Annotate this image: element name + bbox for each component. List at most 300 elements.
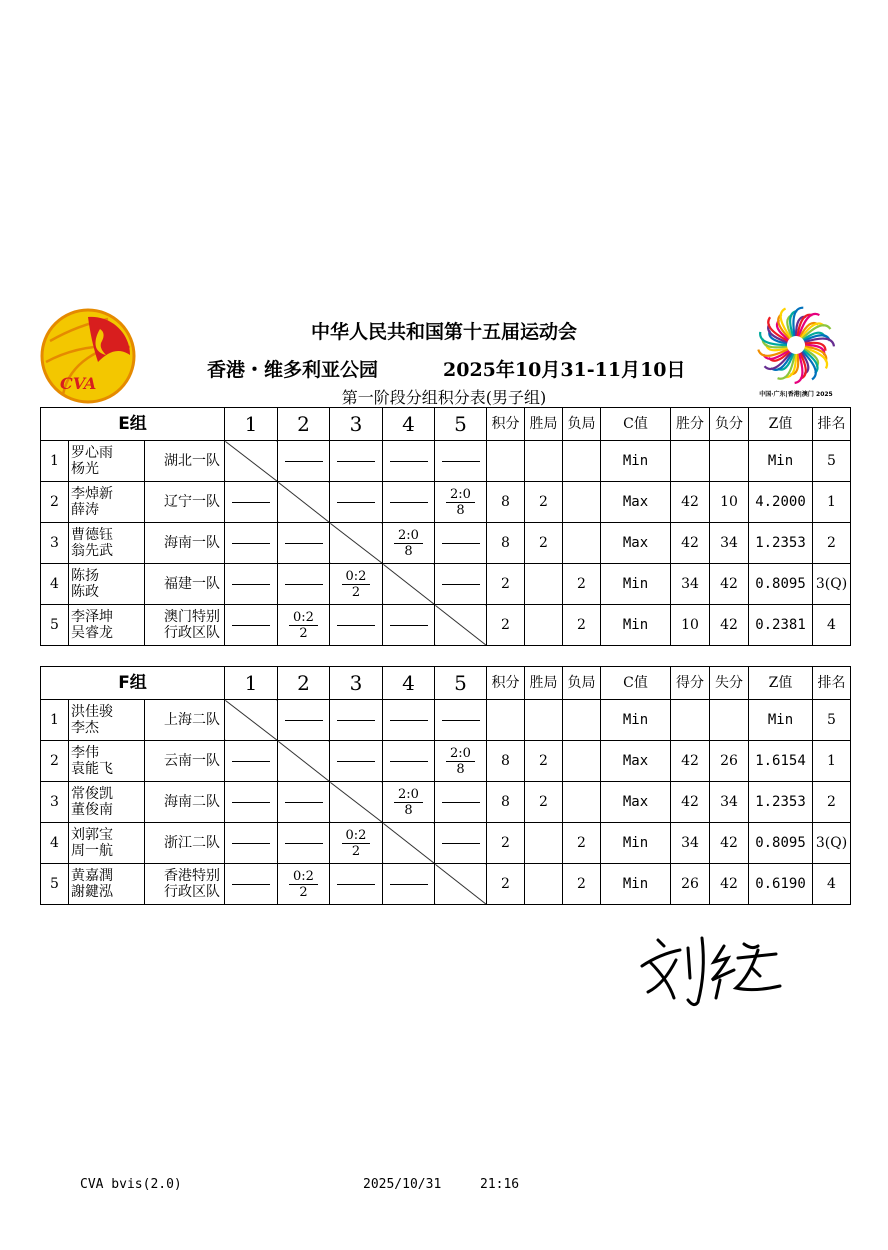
- rank-cell: 1: [813, 741, 851, 782]
- score-for-cell: [671, 441, 710, 482]
- unplayed-match-cell: [225, 741, 278, 782]
- z-value-cell: 1.2353: [749, 523, 813, 564]
- table-row: [41, 864, 851, 905]
- no-result-dash: [285, 720, 323, 721]
- team-name: [145, 823, 225, 864]
- won-column-header: 胜局: [525, 408, 563, 441]
- won-cell: [525, 564, 563, 605]
- table-row: [41, 523, 851, 564]
- points-cell: 2: [487, 864, 525, 905]
- unplayed-match-cell: [278, 700, 330, 741]
- z-value-cell: 1.2353: [749, 782, 813, 823]
- no-result-dash: [232, 625, 270, 626]
- lost-cell: [563, 700, 601, 741]
- score-against-cell: 34: [710, 523, 749, 564]
- match-result: [342, 828, 371, 859]
- unplayed-match-cell: [383, 605, 435, 646]
- team-name: [145, 482, 225, 523]
- score-against-cell: 42: [710, 564, 749, 605]
- match-result: [289, 869, 318, 900]
- team-name: [145, 782, 225, 823]
- team-name-line-1: 上海二队: [164, 712, 220, 728]
- match-points: 8: [404, 802, 413, 818]
- opponent-column-header: 1: [225, 408, 278, 441]
- points-cell: 2: [487, 823, 525, 864]
- unplayed-match-cell: [225, 564, 278, 605]
- c-value-column-header: C值: [601, 667, 671, 700]
- rank-cell: 1: [813, 482, 851, 523]
- opponent-column-header: 3: [330, 667, 383, 700]
- unplayed-match-cell: [225, 482, 278, 523]
- lost-cell: 2: [563, 823, 601, 864]
- match-result: [446, 746, 475, 777]
- unplayed-match-cell: [278, 441, 330, 482]
- unplayed-match-cell: [330, 864, 383, 905]
- team-name-line-1: 辽宁一队: [164, 494, 220, 510]
- match-result: [342, 569, 371, 600]
- row-number: 4: [41, 823, 69, 864]
- no-result-dash: [442, 802, 480, 803]
- no-result-dash: [337, 720, 375, 721]
- player-1: 曹德钰: [71, 527, 113, 543]
- unplayed-match-cell: [383, 441, 435, 482]
- score-for-cell: 34: [671, 823, 710, 864]
- team-name: [145, 605, 225, 646]
- score-for-cell: 42: [671, 741, 710, 782]
- match-result: [394, 528, 423, 559]
- rank-cell: 5: [813, 700, 851, 741]
- footer-time: 21:16: [480, 1177, 520, 1192]
- event-title: 中华人民共和国第十五届运动会: [310, 321, 577, 343]
- score-against-cell: 42: [710, 864, 749, 905]
- score-for-cell: [671, 700, 710, 741]
- lost-cell: [563, 782, 601, 823]
- team-name-line-1: 湖北一队: [164, 453, 220, 469]
- match-points: 2: [351, 584, 361, 600]
- no-result-dash: [337, 502, 375, 503]
- score-for-cell: 42: [671, 482, 710, 523]
- player-1: 李伟: [71, 745, 99, 761]
- score-against-column-header: 负分: [710, 408, 749, 441]
- team-name-line-2: 行政区队: [164, 884, 220, 900]
- match-score: 0:2: [289, 610, 318, 626]
- opponent-column-header: 3: [330, 408, 383, 441]
- no-result-dash: [337, 761, 375, 762]
- match-result-cell: [435, 741, 487, 782]
- team-name: [145, 523, 225, 564]
- no-result-dash: [232, 884, 270, 885]
- match-score: 0:2: [289, 869, 318, 885]
- c-value-column-header: C值: [601, 408, 671, 441]
- table-row: [41, 441, 851, 482]
- no-result-dash: [232, 843, 270, 844]
- lost-cell: [563, 523, 601, 564]
- rank-column-header: 排名: [813, 667, 851, 700]
- player-1: 刘郭宝: [71, 827, 113, 843]
- match-result: [394, 787, 423, 818]
- player-2: 薛涛: [71, 502, 99, 518]
- self-match-cell: [225, 441, 278, 482]
- unplayed-match-cell: [225, 523, 278, 564]
- player-names: [69, 823, 145, 864]
- lost-cell: 2: [563, 864, 601, 905]
- table-row: [41, 741, 851, 782]
- opponent-column-header: 5: [435, 408, 487, 441]
- match-points: 8: [456, 502, 465, 518]
- player-names: [69, 782, 145, 823]
- match-points: 2: [299, 625, 308, 641]
- table-row: [41, 823, 851, 864]
- player-names: [69, 482, 145, 523]
- table-row: [41, 605, 851, 646]
- match-result-cell: [278, 864, 330, 905]
- row-number: 3: [41, 523, 69, 564]
- player-names: [69, 441, 145, 482]
- no-result-dash: [390, 761, 428, 762]
- no-result-dash: [390, 625, 428, 626]
- rank-cell: 5: [813, 441, 851, 482]
- team-name-line-1: 香港特别: [164, 868, 220, 884]
- player-1: 常俊凯: [71, 786, 113, 802]
- match-points: 8: [456, 761, 465, 777]
- unplayed-match-cell: [435, 823, 487, 864]
- opponent-column-header: 2: [278, 408, 330, 441]
- event-dates: 2025年10月31-11月10日: [443, 359, 686, 381]
- player-2: 袁能飞: [71, 761, 113, 777]
- points-cell: [487, 441, 525, 482]
- match-score: 0:2: [342, 569, 371, 585]
- no-result-dash: [390, 720, 428, 721]
- match-score: 2:0: [446, 746, 475, 762]
- rank-cell: 2: [813, 523, 851, 564]
- rank-column-header: 排名: [813, 408, 851, 441]
- c-value-cell: Min: [601, 823, 671, 864]
- row-number: 3: [41, 782, 69, 823]
- team-name-line-1: 云南一队: [164, 753, 220, 769]
- unplayed-match-cell: [435, 782, 487, 823]
- unplayed-match-cell: [225, 782, 278, 823]
- lost-cell: 2: [563, 605, 601, 646]
- match-points: 2: [351, 843, 361, 859]
- row-number: 2: [41, 482, 69, 523]
- points-cell: 8: [487, 482, 525, 523]
- no-result-dash: [442, 720, 480, 721]
- team-name: [145, 864, 225, 905]
- unplayed-match-cell: [383, 482, 435, 523]
- c-value-cell: Min: [601, 864, 671, 905]
- match-score: 2:0: [394, 787, 423, 803]
- won-cell: 2: [525, 741, 563, 782]
- unplayed-match-cell: [330, 741, 383, 782]
- won-cell: [525, 823, 563, 864]
- no-result-dash: [232, 761, 270, 762]
- won-column-header: 胜局: [525, 667, 563, 700]
- c-value-cell: Max: [601, 482, 671, 523]
- points-cell: 8: [487, 741, 525, 782]
- player-1: 罗心雨: [71, 445, 113, 461]
- unplayed-match-cell: [383, 700, 435, 741]
- row-number: 1: [41, 441, 69, 482]
- lost-cell: [563, 441, 601, 482]
- footer-software: CVA bvis(2.0): [80, 1177, 182, 1192]
- player-1: 李泽坤: [71, 609, 113, 625]
- c-value-cell: Min: [601, 441, 671, 482]
- self-match-cell: [278, 482, 330, 523]
- rank-cell: 3(Q): [813, 823, 851, 864]
- self-match-cell: [383, 564, 435, 605]
- score-for-cell: 26: [671, 864, 710, 905]
- lost-column-header: 负局: [563, 667, 601, 700]
- unplayed-match-cell: [435, 564, 487, 605]
- no-result-dash: [285, 584, 323, 585]
- team-name-line-1: 海南二队: [164, 794, 220, 810]
- score-for-cell: 34: [671, 564, 710, 605]
- unplayed-match-cell: [383, 864, 435, 905]
- opponent-column-header: 2: [278, 667, 330, 700]
- no-result-dash: [232, 584, 270, 585]
- player-2: 翁先武: [71, 543, 113, 559]
- player-2: 陈政: [71, 584, 99, 600]
- player-names: [69, 741, 145, 782]
- group-header-row: [41, 667, 851, 700]
- group-name: E组: [41, 408, 225, 441]
- score-for-cell: 10: [671, 605, 710, 646]
- team-name: [145, 564, 225, 605]
- z-value-column-header: Z值: [749, 408, 813, 441]
- table-row: [41, 564, 851, 605]
- unplayed-match-cell: [435, 700, 487, 741]
- score-against-cell: 26: [710, 741, 749, 782]
- points-cell: 2: [487, 564, 525, 605]
- no-result-dash: [442, 584, 480, 585]
- no-result-dash: [285, 802, 323, 803]
- match-result: [289, 610, 318, 641]
- games-logo-caption: 中国·广东|香港|澳门 2025: [759, 391, 833, 398]
- self-match-cell: [330, 782, 383, 823]
- table-subtitle: 第一阶段分组积分表(男子组): [341, 388, 547, 407]
- score-against-cell: 42: [710, 605, 749, 646]
- lost-cell: [563, 482, 601, 523]
- team-name: [145, 441, 225, 482]
- player-names: [69, 523, 145, 564]
- self-match-cell: [330, 523, 383, 564]
- player-2: 董俊南: [71, 802, 113, 818]
- no-result-dash: [285, 543, 323, 544]
- won-cell: 2: [525, 482, 563, 523]
- unplayed-match-cell: [330, 605, 383, 646]
- player-names: [69, 864, 145, 905]
- points-column-header: 积分: [487, 667, 525, 700]
- no-result-dash: [337, 625, 375, 626]
- z-value-cell: 0.8095: [749, 564, 813, 605]
- match-points: 2: [299, 884, 308, 900]
- self-match-cell: [435, 864, 487, 905]
- unplayed-match-cell: [278, 523, 330, 564]
- player-2: 周一航: [71, 843, 113, 859]
- won-cell: [525, 700, 563, 741]
- lost-cell: [563, 741, 601, 782]
- unplayed-match-cell: [330, 700, 383, 741]
- unplayed-match-cell: [330, 482, 383, 523]
- self-match-cell: [383, 823, 435, 864]
- row-number: 1: [41, 700, 69, 741]
- z-value-cell: 4.2000: [749, 482, 813, 523]
- match-score: 2:0: [394, 528, 423, 544]
- referee-signature: [640, 932, 785, 1012]
- c-value-cell: Max: [601, 523, 671, 564]
- venue: 香港・维多利亚公园: [207, 359, 379, 381]
- points-cell: 8: [487, 782, 525, 823]
- player-2: 李杰: [71, 720, 99, 736]
- match-result-cell: [383, 523, 435, 564]
- unplayed-match-cell: [225, 864, 278, 905]
- z-value-cell: Min: [749, 700, 813, 741]
- rank-cell: 2: [813, 782, 851, 823]
- player-1: 陈扬: [71, 568, 99, 584]
- match-result-cell: [435, 482, 487, 523]
- score-against-column-header: 失分: [710, 667, 749, 700]
- rank-cell: 3(Q): [813, 564, 851, 605]
- z-value-column-header: Z值: [749, 667, 813, 700]
- no-result-dash: [285, 843, 323, 844]
- self-match-cell: [435, 605, 487, 646]
- won-cell: 2: [525, 523, 563, 564]
- row-number: 5: [41, 864, 69, 905]
- self-match-cell: [278, 741, 330, 782]
- match-result-cell: [330, 823, 383, 864]
- score-for-column-header: 得分: [671, 667, 710, 700]
- table-row: [41, 782, 851, 823]
- unplayed-match-cell: [278, 823, 330, 864]
- match-score: 2:0: [446, 487, 475, 503]
- team-name-line-2: 行政区队: [164, 625, 220, 641]
- player-names: [69, 700, 145, 741]
- no-result-dash: [390, 502, 428, 503]
- score-against-cell: 10: [710, 482, 749, 523]
- score-against-cell: [710, 441, 749, 482]
- z-value-cell: 0.6190: [749, 864, 813, 905]
- no-result-dash: [337, 884, 375, 885]
- unplayed-match-cell: [330, 441, 383, 482]
- lost-column-header: 负局: [563, 408, 601, 441]
- score-against-cell: 42: [710, 823, 749, 864]
- no-result-dash: [442, 543, 480, 544]
- unplayed-match-cell: [225, 823, 278, 864]
- opponent-column-header: 1: [225, 667, 278, 700]
- team-name: [145, 741, 225, 782]
- player-1: 洪佳骏: [71, 704, 113, 720]
- team-name: [145, 700, 225, 741]
- c-value-cell: Min: [601, 700, 671, 741]
- unplayed-match-cell: [435, 523, 487, 564]
- row-number: 2: [41, 741, 69, 782]
- table-row: [41, 700, 851, 741]
- won-cell: [525, 864, 563, 905]
- team-name-line-1: 福建一队: [164, 576, 220, 592]
- no-result-dash: [337, 461, 375, 462]
- no-result-dash: [232, 802, 270, 803]
- player-names: [69, 605, 145, 646]
- score-for-column-header: 胜分: [671, 408, 710, 441]
- rank-cell: 4: [813, 864, 851, 905]
- no-result-dash: [390, 461, 428, 462]
- c-value-cell: Min: [601, 564, 671, 605]
- opponent-column-header: 5: [435, 667, 487, 700]
- player-1: 李焯新: [71, 486, 113, 502]
- match-result: [446, 487, 475, 518]
- points-cell: [487, 700, 525, 741]
- opponent-column-header: 4: [383, 667, 435, 700]
- svg-text:CVA: CVA: [60, 374, 97, 393]
- c-value-cell: Max: [601, 782, 671, 823]
- team-name-line-1: 海南一队: [164, 535, 220, 551]
- unplayed-match-cell: [435, 441, 487, 482]
- match-result-cell: [278, 605, 330, 646]
- group-table: [40, 666, 851, 905]
- won-cell: 2: [525, 782, 563, 823]
- z-value-cell: 0.2381: [749, 605, 813, 646]
- match-result-cell: [383, 782, 435, 823]
- player-names: [69, 564, 145, 605]
- z-value-cell: 1.6154: [749, 741, 813, 782]
- group-header-row: [41, 408, 851, 441]
- match-score: 0:2: [342, 828, 371, 844]
- no-result-dash: [232, 543, 270, 544]
- match-result-cell: [330, 564, 383, 605]
- opponent-column-header: 4: [383, 408, 435, 441]
- footer-date: 2025/10/31: [363, 1177, 442, 1192]
- player-2: 杨光: [71, 461, 99, 477]
- z-value-cell: 0.8095: [749, 823, 813, 864]
- team-name-line-1: 澳门特别: [164, 609, 220, 625]
- score-for-cell: 42: [671, 523, 710, 564]
- c-value-cell: Min: [601, 605, 671, 646]
- lost-cell: 2: [563, 564, 601, 605]
- player-2: 謝鍵泓: [71, 884, 113, 900]
- no-result-dash: [442, 461, 480, 462]
- points-column-header: 积分: [487, 408, 525, 441]
- points-cell: 8: [487, 523, 525, 564]
- group-table: [40, 407, 851, 646]
- points-cell: 2: [487, 605, 525, 646]
- group-name: F组: [41, 667, 225, 700]
- player-2: 吴睿龙: [71, 625, 113, 641]
- score-against-cell: 34: [710, 782, 749, 823]
- no-result-dash: [285, 461, 323, 462]
- player-1: 黄嘉潤: [71, 868, 113, 884]
- unplayed-match-cell: [278, 564, 330, 605]
- z-value-cell: Min: [749, 441, 813, 482]
- won-cell: [525, 605, 563, 646]
- score-against-cell: [710, 700, 749, 741]
- match-points: 8: [404, 543, 413, 559]
- unplayed-match-cell: [383, 741, 435, 782]
- won-cell: [525, 441, 563, 482]
- rank-cell: 4: [813, 605, 851, 646]
- no-result-dash: [232, 502, 270, 503]
- c-value-cell: Max: [601, 741, 671, 782]
- row-number: 5: [41, 605, 69, 646]
- score-for-cell: 42: [671, 782, 710, 823]
- unplayed-match-cell: [225, 605, 278, 646]
- table-row: [41, 482, 851, 523]
- no-result-dash: [442, 843, 480, 844]
- no-result-dash: [390, 884, 428, 885]
- team-name-line-1: 浙江二队: [164, 835, 220, 851]
- row-number: 4: [41, 564, 69, 605]
- self-match-cell: [225, 700, 278, 741]
- unplayed-match-cell: [278, 782, 330, 823]
